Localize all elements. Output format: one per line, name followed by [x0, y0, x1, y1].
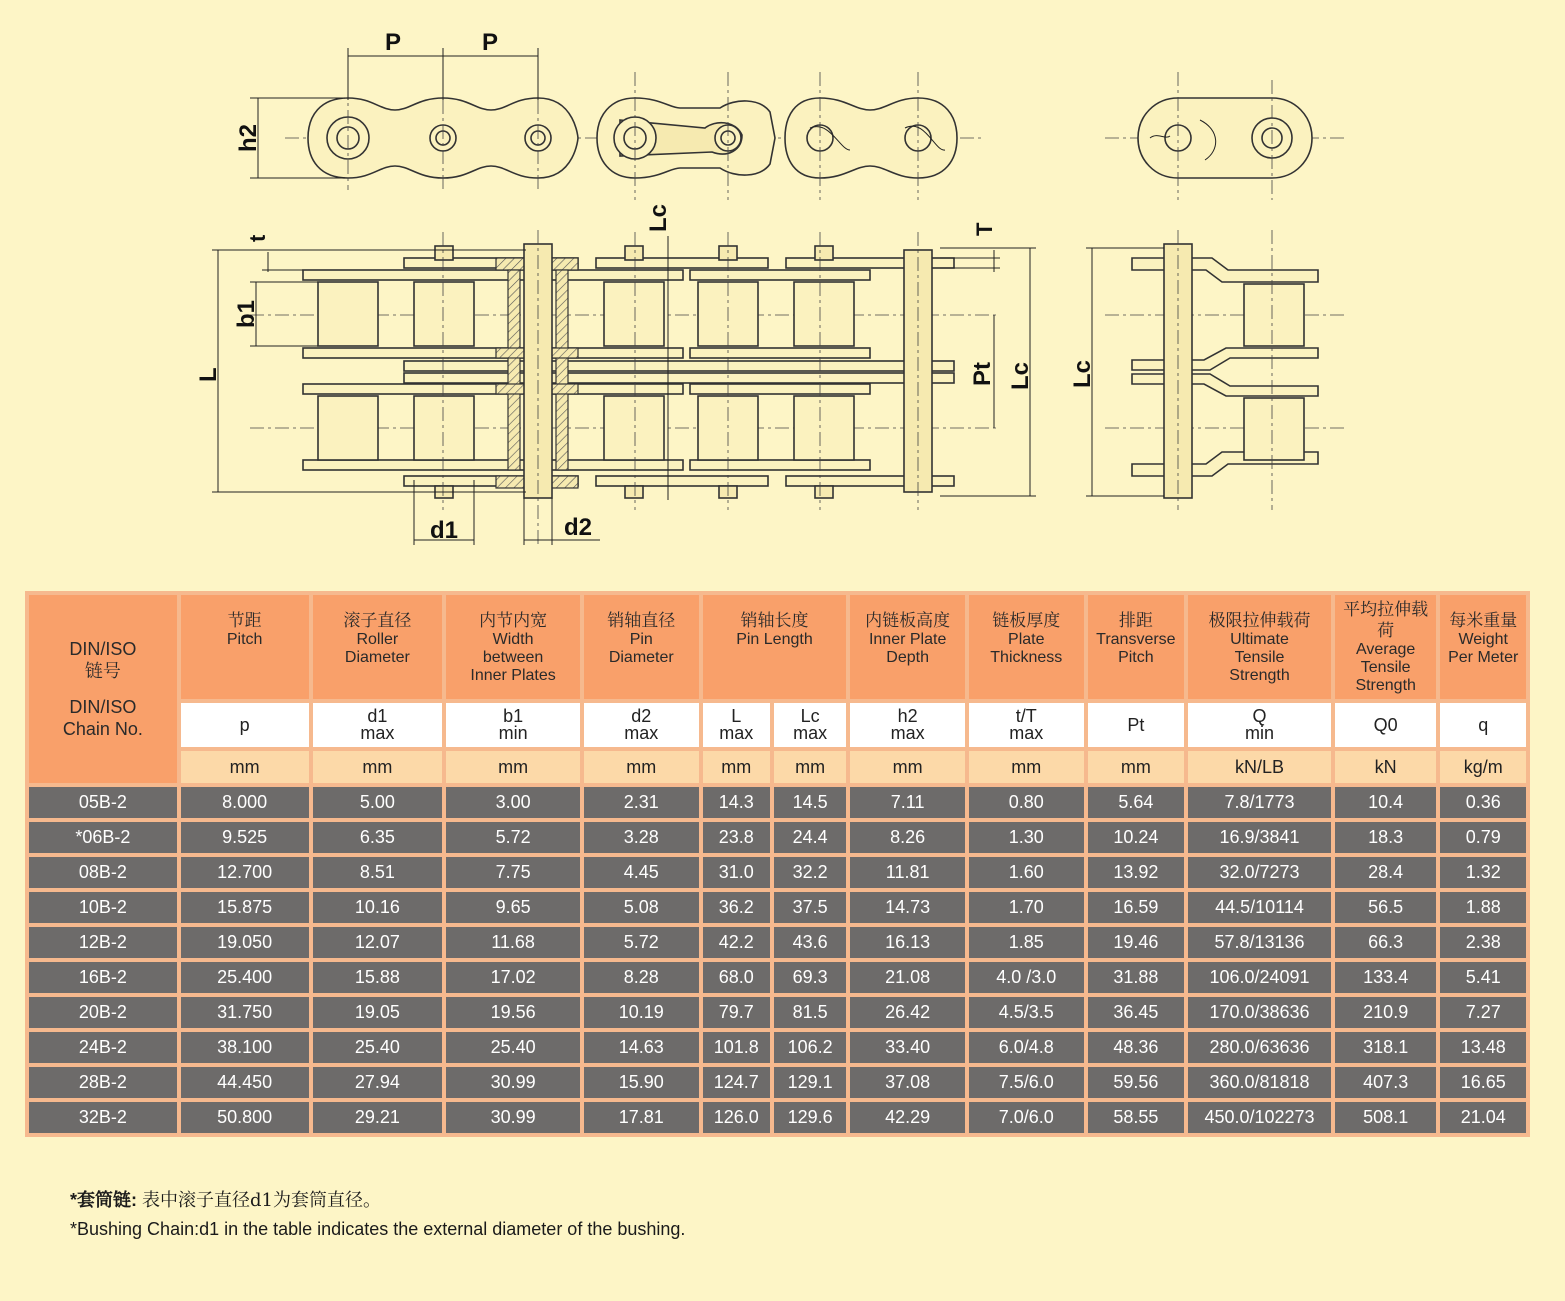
header-roller-diameter: 滚子直径 Roller Diameter [313, 595, 443, 699]
table-cell: 36.45 [1088, 997, 1185, 1028]
connecting-link-view [1069, 230, 1345, 510]
pitch-label-2: P [482, 29, 499, 56]
table-cell: 56.5 [1335, 892, 1437, 923]
table-cell: 58.55 [1088, 1102, 1185, 1133]
lc-top-label: Lc [645, 203, 672, 232]
table-cell: 30.99 [446, 1102, 580, 1133]
table-cell: 44.450 [181, 1067, 309, 1098]
unit-transverse-pitch: mm [1088, 751, 1185, 783]
unit-pin-length-Lc: mm [774, 751, 846, 783]
table-cell: 7.8/1773 [1188, 787, 1331, 818]
header-plate-thickness: 链板厚度 Plate Thickness [969, 595, 1084, 699]
table-cell: 1.88 [1440, 892, 1526, 923]
sym-roller: d1 max [313, 703, 443, 747]
table-cell: 33.40 [850, 1032, 965, 1063]
unit-plate-thickness: mm [969, 751, 1084, 783]
table-cell: 57.8/13136 [1188, 927, 1331, 958]
table-cell: 59.56 [1088, 1067, 1185, 1098]
sym-weight: q [1440, 703, 1526, 747]
table-cell: 8.28 [584, 962, 699, 993]
table-cell: 101.8 [703, 1032, 770, 1063]
sym-average-tensile: Q0 [1335, 703, 1437, 747]
table-row [29, 822, 1526, 853]
T-label: T [972, 222, 997, 236]
table-cell: 10.4 [1335, 787, 1437, 818]
note-cn [70, 1186, 685, 1215]
table-cell: 31.0 [703, 857, 770, 888]
table-cell: 14.73 [850, 892, 965, 923]
chain-number-cell: 32B-2 [29, 1102, 177, 1133]
table-cell: 7.75 [446, 857, 580, 888]
chain-number-cell: *06B-2 [29, 822, 177, 853]
table-cell: 31.750 [181, 997, 309, 1028]
table-cell: 5.72 [584, 927, 699, 958]
table-cell: 13.48 [1440, 1032, 1526, 1063]
table-cell: 30.99 [446, 1067, 580, 1098]
table-cell: 15.875 [181, 892, 309, 923]
table-cell: 27.94 [313, 1067, 443, 1098]
chain-spec-table [25, 591, 1530, 1137]
table-cell: 25.40 [446, 1032, 580, 1063]
note-cn-text: 表中滚子直径d1为套筒直径。 [142, 1190, 381, 1211]
table-cell: 0.80 [969, 787, 1084, 818]
table-cell: 48.36 [1088, 1032, 1185, 1063]
header-transverse-pitch: 排距 Transverse Pitch [1088, 595, 1185, 699]
table-cell: 4.45 [584, 857, 699, 888]
side-view [235, 29, 985, 200]
chain-number-cell: 28B-2 [29, 1067, 177, 1098]
table-cell: 1.85 [969, 927, 1084, 958]
chain-number-cell: 16B-2 [29, 962, 177, 993]
unit-weight: kg/m [1440, 751, 1526, 783]
unit-plate-depth: mm [850, 751, 965, 783]
table-cell: 66.3 [1335, 927, 1437, 958]
table-cell: 7.0/6.0 [969, 1102, 1084, 1133]
lc-mid-label: Lc [1007, 361, 1034, 390]
table-cell: 9.525 [181, 822, 309, 853]
table-cell: 4.0 /3.0 [969, 962, 1084, 993]
table-cell: 42.29 [850, 1102, 965, 1133]
header-pin-diameter: 销轴直径 Pin Diameter [584, 595, 699, 699]
table-cell: 450.0/102273 [1188, 1102, 1331, 1133]
table-cell: 81.5 [774, 997, 846, 1028]
sym-pin-length-Lc: Lc max [774, 703, 846, 747]
table-cell: 68.0 [703, 962, 770, 993]
table-cell: 19.050 [181, 927, 309, 958]
table-cell: 19.05 [313, 997, 443, 1028]
table-cell: 11.68 [446, 927, 580, 958]
chain-number-cell: 20B-2 [29, 997, 177, 1028]
unit-average-tensile: kN [1335, 751, 1437, 783]
table-cell: 106.0/24091 [1188, 962, 1331, 993]
chain-number-cell: 24B-2 [29, 1032, 177, 1063]
table-cell: 37.5 [774, 892, 846, 923]
table-cell: 25.40 [313, 1032, 443, 1063]
table-cell: 210.9 [1335, 997, 1437, 1028]
table-cell: 0.36 [1440, 787, 1526, 818]
sym-plate-thickness: t/T max [969, 703, 1084, 747]
sym-ultimate-tensile: Q min [1188, 703, 1331, 747]
table-cell: 32.2 [774, 857, 846, 888]
table-row [29, 857, 1526, 888]
table-cell: 5.00 [313, 787, 443, 818]
table-cell: 42.2 [703, 927, 770, 958]
table-cell: 0.79 [1440, 822, 1526, 853]
table-cell: 16.65 [1440, 1067, 1526, 1098]
table-cell: 1.60 [969, 857, 1084, 888]
table-cell: 69.3 [774, 962, 846, 993]
table-cell: 1.70 [969, 892, 1084, 923]
table-cell: 43.6 [774, 927, 846, 958]
table-cell: 10.19 [584, 997, 699, 1028]
table-cell: 3.28 [584, 822, 699, 853]
table-row [29, 1032, 1526, 1063]
table-cell: 508.1 [1335, 1102, 1437, 1133]
sym-plate-depth: h2 max [850, 703, 965, 747]
table-cell: 21.04 [1440, 1102, 1526, 1133]
table-cell: 15.88 [313, 962, 443, 993]
table-cell: 10.24 [1088, 822, 1185, 853]
h2-label: h2 [235, 123, 262, 152]
table-body [29, 787, 1526, 1133]
sym-pitch: p [181, 703, 309, 747]
table-cell: 12.07 [313, 927, 443, 958]
header-pin-length: 销轴长度 Pin Length [703, 595, 847, 699]
table-cell: 9.65 [446, 892, 580, 923]
t-label: t [245, 234, 270, 242]
table-cell: 38.100 [181, 1032, 309, 1063]
table-cell: 280.0/63636 [1188, 1032, 1331, 1063]
table-cell: 16.59 [1088, 892, 1185, 923]
table-cell: 79.7 [703, 997, 770, 1028]
table-cell: 6.35 [313, 822, 443, 853]
sym-pin-diameter: d2 max [584, 703, 699, 747]
table-cell: 36.2 [703, 892, 770, 923]
table-cell: 8.51 [313, 857, 443, 888]
table-cell: 4.5/3.5 [969, 997, 1084, 1028]
chain-number-cell: 12B-2 [29, 927, 177, 958]
pitch-label-1: P [385, 29, 402, 56]
table-cell: 129.6 [774, 1102, 846, 1133]
table-cell: 44.5/10114 [1188, 892, 1331, 923]
header-inner-plate-depth: 内链板高度 Inner Plate Depth [850, 595, 965, 699]
footnotes [70, 1186, 685, 1244]
chain-no-header: DIN/ISO 链号 DIN/ISO Chain No. [29, 595, 177, 783]
chain-technical-drawing [0, 0, 1565, 580]
table-cell: 16.9/3841 [1188, 822, 1331, 853]
table-cell: 5.72 [446, 822, 580, 853]
d2-label: d2 [564, 514, 593, 541]
table-cell: 170.0/38636 [1188, 997, 1331, 1028]
table-cell: 5.64 [1088, 787, 1185, 818]
table-cell: 15.90 [584, 1067, 699, 1098]
table-cell: 14.5 [774, 787, 846, 818]
chain-number-cell: 05B-2 [29, 787, 177, 818]
table-row [29, 997, 1526, 1028]
table-cell: 17.02 [446, 962, 580, 993]
table-cell: 2.31 [584, 787, 699, 818]
table-cell: 26.42 [850, 997, 965, 1028]
table-cell: 37.08 [850, 1067, 965, 1098]
top-view [195, 204, 1036, 545]
table-cell: 1.32 [1440, 857, 1526, 888]
header-pitch: 节距 Pitch [181, 595, 309, 699]
header-weight: 每米重量 Weight Per Meter [1440, 595, 1526, 699]
table-cell: 407.3 [1335, 1067, 1437, 1098]
table-cell: 13.92 [1088, 857, 1185, 888]
table-cell: 50.800 [181, 1102, 309, 1133]
table-cell: 133.4 [1335, 962, 1437, 993]
table-cell: 23.8 [703, 822, 770, 853]
unit-roller: mm [313, 751, 443, 783]
table-cell: 7.5/6.0 [969, 1067, 1084, 1098]
sym-pin-length-L: L max [703, 703, 770, 747]
d1-label: d1 [430, 517, 459, 544]
table-cell: 25.400 [181, 962, 309, 993]
header-average-tensile: 平均拉伸载荷 Average Tensile Strength [1335, 595, 1437, 699]
table-cell: 29.21 [313, 1102, 443, 1133]
table-cell: 7.27 [1440, 997, 1526, 1028]
table-row [29, 962, 1526, 993]
L-label: L [195, 367, 222, 382]
table-cell: 5.41 [1440, 962, 1526, 993]
header-inner-width: 内节内宽 Width between Inner Plates [446, 595, 580, 699]
table-cell: 17.81 [584, 1102, 699, 1133]
note-en: *Bushing Chain:d1 in the table indicates the external diameter of the bushing. [70, 1219, 686, 1239]
table-cell: 12.700 [181, 857, 309, 888]
unit-pin-length-L: mm [703, 751, 770, 783]
table-cell: 124.7 [703, 1067, 770, 1098]
table-cell: 7.11 [850, 787, 965, 818]
note-cn-label: *套筒链: [70, 1190, 137, 1210]
unit-pitch: mm [181, 751, 309, 783]
table-cell: 19.46 [1088, 927, 1185, 958]
unit-width: mm [446, 751, 580, 783]
table-cell: 318.1 [1335, 1032, 1437, 1063]
table-cell: 18.3 [1335, 822, 1437, 853]
table-cell: 14.63 [584, 1032, 699, 1063]
table-cell: 10.16 [313, 892, 443, 923]
sym-transverse-pitch: Pt [1088, 703, 1185, 747]
chain-number-cell: 10B-2 [29, 892, 177, 923]
end-view [1105, 72, 1345, 200]
table-cell: 5.08 [584, 892, 699, 923]
table-cell: 21.08 [850, 962, 965, 993]
unit-ultimate-tensile: kN/LB [1188, 751, 1331, 783]
table-cell: 3.00 [446, 787, 580, 818]
table-cell: 28.4 [1335, 857, 1437, 888]
table-row [29, 1102, 1526, 1133]
table-cell: 8.26 [850, 822, 965, 853]
table-cell: 19.56 [446, 997, 580, 1028]
unit-pin-diameter: mm [584, 751, 699, 783]
table-cell: 8.000 [181, 787, 309, 818]
b1-label: b1 [233, 299, 260, 328]
table-cell: 14.3 [703, 787, 770, 818]
table-cell: 16.13 [850, 927, 965, 958]
table-cell: 106.2 [774, 1032, 846, 1063]
table-row [29, 892, 1526, 923]
chain-number-cell: 08B-2 [29, 857, 177, 888]
lc-right-label: Lc [1069, 359, 1096, 388]
table-cell: 6.0/4.8 [969, 1032, 1084, 1063]
table-cell: 1.30 [969, 822, 1084, 853]
pt-label: Pt [969, 362, 996, 386]
table-row [29, 927, 1526, 958]
header-ultimate-tensile: 极限拉伸载荷 Ultimate Tensile Strength [1188, 595, 1331, 699]
table-cell: 126.0 [703, 1102, 770, 1133]
table-cell: 2.38 [1440, 927, 1526, 958]
table-cell: 32.0/7273 [1188, 857, 1331, 888]
table-cell: 24.4 [774, 822, 846, 853]
table-cell: 31.88 [1088, 962, 1185, 993]
table-cell: 11.81 [850, 857, 965, 888]
sym-width: b1 min [446, 703, 580, 747]
table-row [29, 1067, 1526, 1098]
table-cell: 129.1 [774, 1067, 846, 1098]
table-cell: 360.0/81818 [1188, 1067, 1331, 1098]
table-row [29, 787, 1526, 818]
